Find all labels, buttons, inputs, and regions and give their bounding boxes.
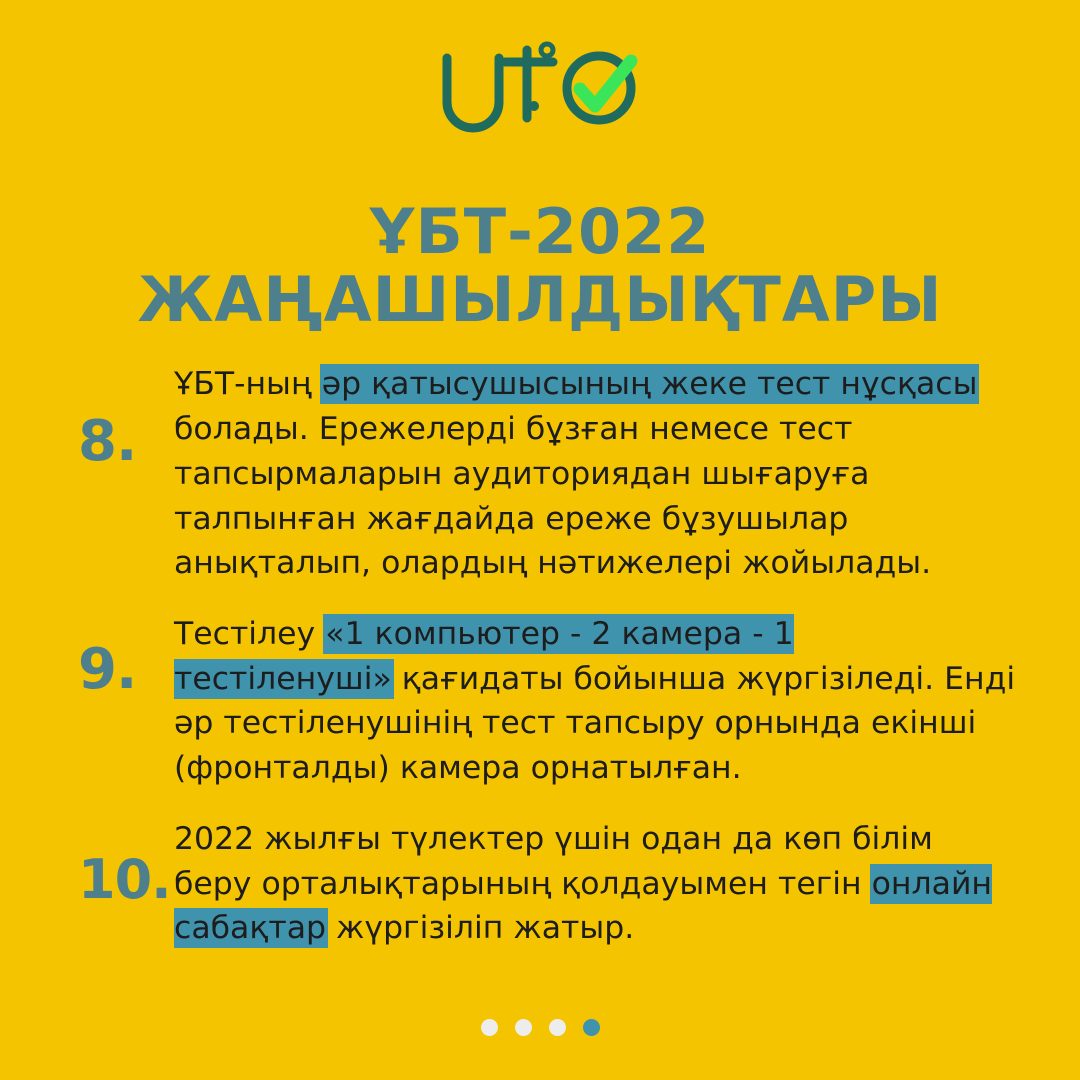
carousel-dot-1[interactable] [481,1019,498,1036]
logo-header [0,0,1080,160]
innovations-list [0,362,1080,951]
carousel-dot-4[interactable] [583,1019,600,1036]
text-segment: Тестілеу [174,615,326,652]
highlighted-text: онлайн сабақтар [174,865,993,947]
carousel-dot-3[interactable] [549,1019,566,1036]
text-segment: қағидаты бойынша жүргізіледі. Енді әр тестіленушінің тест тапсыру орнында екінші (фронталды) камера орнатылған. [174,660,1016,787]
text-segment: жүргізіліп жатыр. [326,910,635,947]
list-item-text [174,817,1018,951]
list-item-number: 9. [78,636,137,702]
text-segment: 2022 жылғы түлектер үшін одан да көп білім беру орталықтарының қолдауымен тегін [174,820,933,902]
page-title: ҰБТ-2022 ЖАҢАШЫЛДЫҚТАРЫ [137,195,943,337]
list-item-text [174,612,1018,791]
text-segment: болады. Ережелерді бұзған немесе тест тапсырмаларын аудиториядан шығаруға талпынған жағдайда ереже бұзушылар анықталып, олардың нәтижелері жойылады. [174,411,932,582]
list-item-number: 10. [78,847,171,911]
list-item [78,612,1018,791]
list-item-text [174,362,1018,586]
highlighted-text: «1 компьютер - 2 камера - 1 тестіленуші» [174,615,794,697]
highlighted-text: әр қатысушысының жеке тест нұсқасы [321,366,978,403]
carousel-dot-2[interactable] [515,1019,532,1036]
uto-logo-icon [435,40,645,140]
list-item [78,362,1018,586]
list-item-number: 8. [78,409,137,475]
text-segment: ҰБТ-ның [174,366,322,403]
list-item [78,817,1018,951]
carousel-dots[interactable] [0,1019,1080,1036]
